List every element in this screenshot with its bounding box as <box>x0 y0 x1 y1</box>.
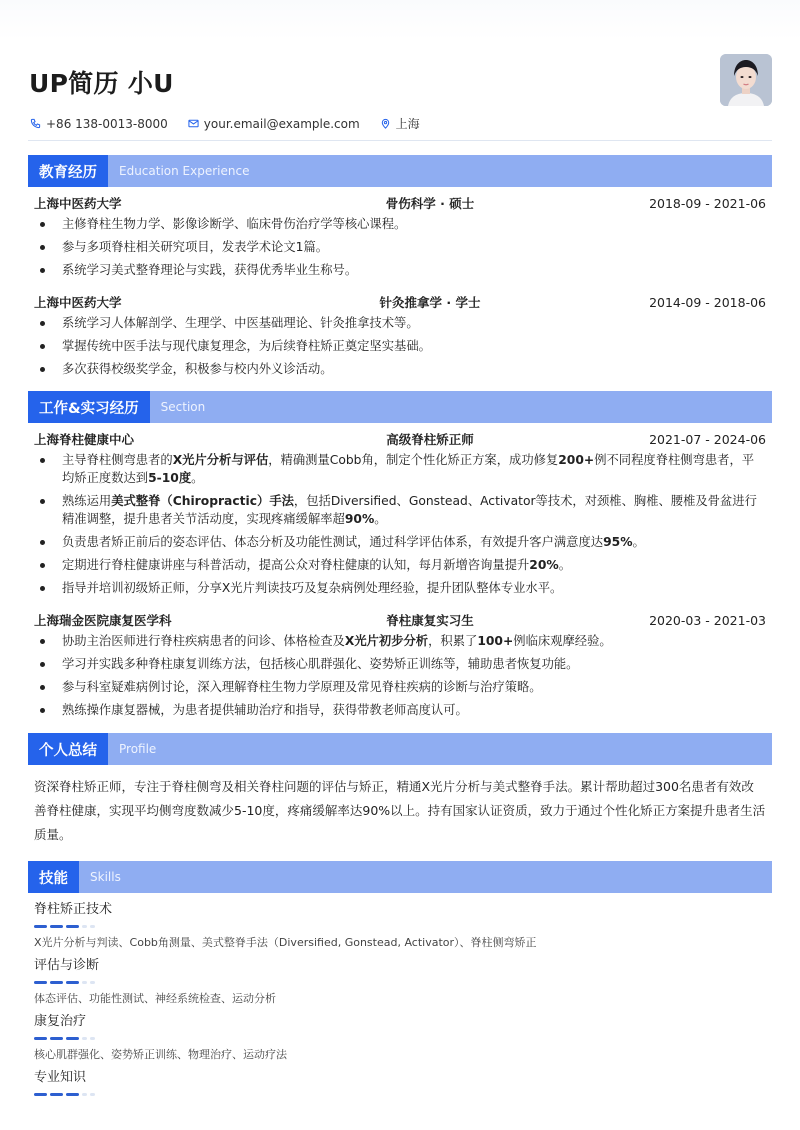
bullet-item: 多次获得校级奖学金，积极参与校内外义诊活动。 <box>34 360 766 378</box>
section-title: 技能 <box>28 861 79 893</box>
bullet-item: 学习并实践多种脊柱康复训练方法，包括核心肌群强化、姿势矫正训练等，辅助患者恢复功能。 <box>34 655 766 673</box>
entry-header <box>34 191 766 215</box>
top-margin <box>0 0 800 40</box>
bullet-item: 参与科室疑难病例讨论，深入理解脊柱生物力学原理及常见脊柱疾病的诊断与治疗策略。 <box>34 678 766 696</box>
skill-description: X光片分析与判读、Cobb角测量、美式整脊手法（Diversified, Gonstead, Activator）、脊柱侧弯矫正 <box>34 936 537 949</box>
bullet-item: 指导并培训初级矫正师，分享X光片判读技巧及复杂病例处理经验，提升团队整体专业水平。 <box>34 579 766 597</box>
section-subtitle: Education Experience <box>119 164 250 178</box>
skill-item <box>34 1011 766 1067</box>
degree: 针灸推拿学 · 学士 <box>379 295 481 310</box>
resume-header <box>28 40 772 141</box>
section-profile-header <box>28 733 772 765</box>
section-subtitle: Section <box>160 400 206 414</box>
section-education-header <box>28 155 772 187</box>
work-entry <box>34 427 766 597</box>
avatar <box>720 54 772 106</box>
phone-icon <box>30 118 41 129</box>
section-subtitle: Profile <box>119 742 157 756</box>
school-name: 上海中医药大学 <box>34 196 122 211</box>
section-skills-header <box>28 861 772 893</box>
section-title: 个人总结 <box>28 733 108 765</box>
date-range: 2021-07 - 2024-06 <box>649 431 766 447</box>
company-name: 上海瑞金医院康复医学科 <box>34 613 172 628</box>
bullet-item: 参与多项脊柱相关研究项目，发表学术论文1篇。 <box>34 238 766 256</box>
bullet-list <box>34 632 766 719</box>
entry-header <box>34 608 766 632</box>
skill-level-bar <box>34 921 766 931</box>
date-range: 2020-03 - 2021-03 <box>649 612 766 628</box>
bullet-item: 主修脊柱生物力学、影像诊断学、临床骨伤治疗学等核心课程。 <box>34 215 766 233</box>
contact-phone <box>30 115 168 132</box>
contact-email <box>188 115 360 132</box>
section-work-header <box>28 391 772 423</box>
email-text: your.email@example.com <box>203 116 360 131</box>
location-text: 上海 <box>395 117 420 131</box>
skill-level-bar <box>34 1033 766 1043</box>
bullet-item: 主导脊柱侧弯患者的X光片分析与评估，精确测量Cobb角，制定个性化矫正方案，成功修复200+例不同程度脊柱侧弯患者，平均矫正度数达到5-10度。 <box>34 451 766 487</box>
skill-level-bar <box>34 1089 766 1099</box>
bullet-list <box>34 451 766 597</box>
contact-info <box>30 115 420 132</box>
bullet-item: 负责患者矫正前后的姿态评估、体态分析及功能性测试，通过科学评估体系，有效提升客户满意度达95%。 <box>34 533 766 551</box>
skill-item <box>34 899 766 955</box>
bullet-item: 定期进行脊柱健康讲座与科普活动，提高公众对脊柱健康的认知，每月新增咨询量提升20%。 <box>34 556 766 574</box>
skills-list <box>0 899 800 1099</box>
phone-text: +86 138-0013-8000 <box>46 116 168 131</box>
date-range: 2018-09 - 2021-06 <box>649 195 766 211</box>
skill-name: 评估与诊断 <box>34 958 100 973</box>
bullet-item: 系统学习人体解剖学、生理学、中医基础理论、针灸推拿技术等。 <box>34 314 766 332</box>
candidate-name: UP简历 小U <box>29 69 174 98</box>
contact-location <box>380 115 420 132</box>
mail-icon <box>188 118 199 129</box>
skill-description: 体态评估、功能性测试、神经系统检查、运动分析 <box>34 992 276 1005</box>
skill-item <box>34 1067 766 1099</box>
school-name: 上海中医药大学 <box>34 295 122 310</box>
education-entry <box>34 191 766 279</box>
bullet-item: 系统学习美式整脊理论与实践，获得优秀毕业生称号。 <box>34 261 766 279</box>
bullet-item: 熟练操作康复器械，为患者提供辅助治疗和指导，获得带教老师高度认可。 <box>34 701 766 719</box>
section-subtitle: Skills <box>90 870 121 884</box>
skill-item <box>34 955 766 1011</box>
job-title: 高级脊柱矫正师 <box>386 432 474 447</box>
entry-header <box>34 290 766 314</box>
skill-name: 康复治疗 <box>34 1014 87 1029</box>
job-title: 脊柱康复实习生 <box>386 613 474 628</box>
skill-name: 专业知识 <box>34 1070 87 1085</box>
degree: 骨伤科学 · 硕士 <box>385 196 475 211</box>
map-pin-icon <box>380 118 391 129</box>
bullet-item: 协助主治医师进行脊柱疾病患者的问诊、体格检查及X光片初步分析，积累了100+例临床观摩经验。 <box>34 632 766 650</box>
skill-description: 核心肌群强化、姿势矫正训练、物理治疗、运动疗法 <box>34 1048 287 1061</box>
work-entry <box>34 608 766 719</box>
education-entry <box>34 290 766 378</box>
profile-summary: 资深脊柱矫正师，专注于脊柱侧弯及相关脊柱问题的评估与矫正，精通X光片分析与美式整脊手法。累计帮助超过300名患者有效改善脊柱健康，实现平均侧弯度数减少5-10度，疼痛缓解率达90%以上。持有国家认证资质，致力于通过个性化矫正方案提升患者生活质量。 <box>34 779 766 842</box>
skill-name: 脊柱矫正技术 <box>34 902 113 917</box>
section-title: 教育经历 <box>28 155 108 187</box>
portrait-image <box>720 54 772 106</box>
entry-header <box>34 427 766 451</box>
bullet-item: 熟练运用美式整脊（Chiropractic）手法，包括Diversified、Gonstead、Activator等技术，对颈椎、胸椎、腰椎及骨盆进行精准调整，提升患者关节活动度，实现疼痛缓解率超90%。 <box>34 492 766 528</box>
section-title: 工作&实习经历 <box>28 391 150 423</box>
date-range: 2014-09 - 2018-06 <box>649 294 766 310</box>
skill-level-bar <box>34 977 766 987</box>
company-name: 上海脊柱健康中心 <box>34 432 135 447</box>
bullet-item: 掌握传统中医手法与现代康复理念，为后续脊柱矫正奠定坚实基础。 <box>34 337 766 355</box>
